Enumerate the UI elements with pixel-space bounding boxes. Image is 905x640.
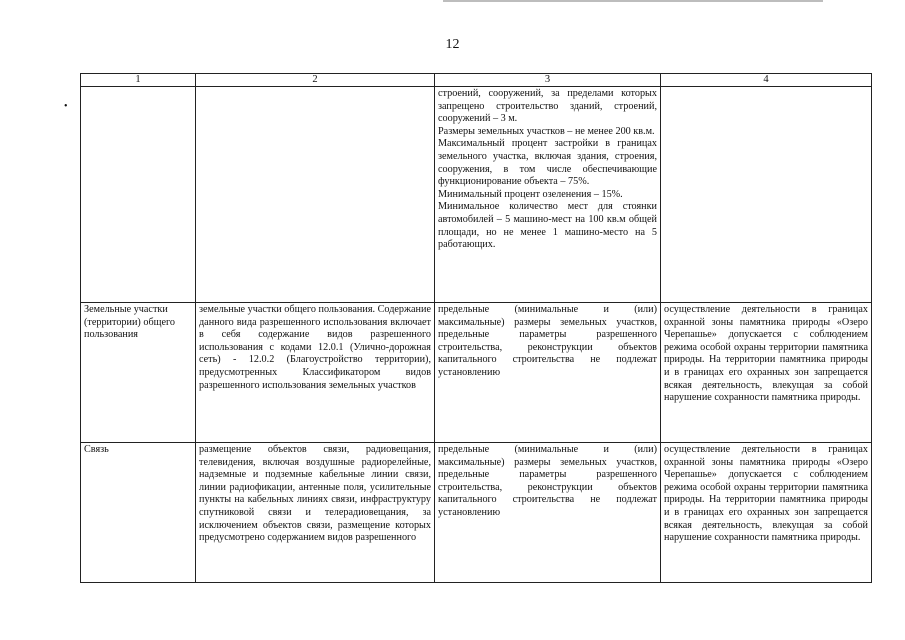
cell-restrictions: осуществление деятельности в границах охранной зоны памятника природы «Озеро Черепашье» допускается с соблюдением режима особой охраны территории памятника природы. На территории памятника природы и в границах его охранных зон запрещается всякая деятельность, влекущая за собой нарушение сохранности памятника природы. xyxy=(661,303,872,443)
cell-description xyxy=(196,87,435,303)
column-header-3: 3 xyxy=(435,74,661,87)
cell-description: размещение объектов связи, радиовещания, телевидения, включая воздушные радиорелейные, надземные и подземные кабельные линии связи, линии радиофикации, антенные поля, усилительные пункты на кабельных линиях связи, инфраструктуру спутниковой связи и телерадиовещания, за исключением объектов связи, размещение которых предусмотрено содержанием видов разрешенного xyxy=(196,443,435,583)
table-row-continuation xyxy=(81,87,872,303)
parameter-plot-size: Размеры земельных участков – не менее 200 кв.м. xyxy=(438,125,655,137)
column-header-4: 4 xyxy=(661,74,872,87)
column-header-2: 2 xyxy=(196,74,435,87)
parameter-min-greening: Минимальный процент озеленения – 15%. xyxy=(438,188,623,200)
cell-land-use-type xyxy=(81,87,196,303)
cell-land-use-type: Связь xyxy=(81,443,196,583)
parameter-max-coverage: Максимальный процент застройки в границах земельного участка, включая здания, строения, сооружения, в том числе обеспечивающие функционирование объекта – 75%. xyxy=(438,138,657,188)
stray-mark: • xyxy=(64,101,68,112)
parameter-parking: Минимальное количество мест для стоянки автомобилей – 5 машино-мест на 100 кв.м общей площади, но не менее 1 машино-место на 5 работающих. xyxy=(438,201,657,251)
table-row-public-land xyxy=(81,303,872,443)
cell-restrictions: осуществление деятельности в границах охранной зоны памятника природы «Озеро Черепашье» допускается с соблюдением режима особой охраны территории памятника природы. На территории памятника природы и в границах его охранных зон запрещается всякая деятельность, влекущая за собой нарушение сохранности памятника природы. xyxy=(661,443,872,583)
column-header-1: 1 xyxy=(81,74,196,87)
cell-parameters: предельные (минимальные и (или) максимальные) размеры земельных участков, предельные параметры разрешенного строительства, реконструкции объектов капитального строительства не подлежат установлению xyxy=(435,443,661,583)
table-header xyxy=(81,74,872,87)
cell-land-use-type: Земельные участки (территории) общего пользования xyxy=(81,303,196,443)
parameter-setback: строений, сооружений, за пределами которых запрещено строительство зданий, строений, сооружений – 3 м. xyxy=(438,88,657,125)
cell-description: земельные участки общего пользования. Содержание данного вида разрешенного использования включает в себя содержание видов разрешенного использования с кодами 12.0.1 (Улично-дорожная сеть) - 12.0.2 (Благоустройство территории), предусмотренных Классификатором видов разрешенного использования земельных участков xyxy=(196,303,435,443)
page-number: 12 xyxy=(445,37,460,52)
cell-parameters: предельные (минимальные и (или) максимальные) размеры земельных участков, предельные параметры разрешенного строительства, реконструкции объектов капитального строительства не подлежат установлению xyxy=(435,303,661,443)
table-row-communications xyxy=(81,443,872,583)
cell-parameters xyxy=(435,87,661,303)
top-edge-rule xyxy=(443,0,823,2)
regulations-table xyxy=(80,73,872,583)
cell-restrictions xyxy=(661,87,872,303)
